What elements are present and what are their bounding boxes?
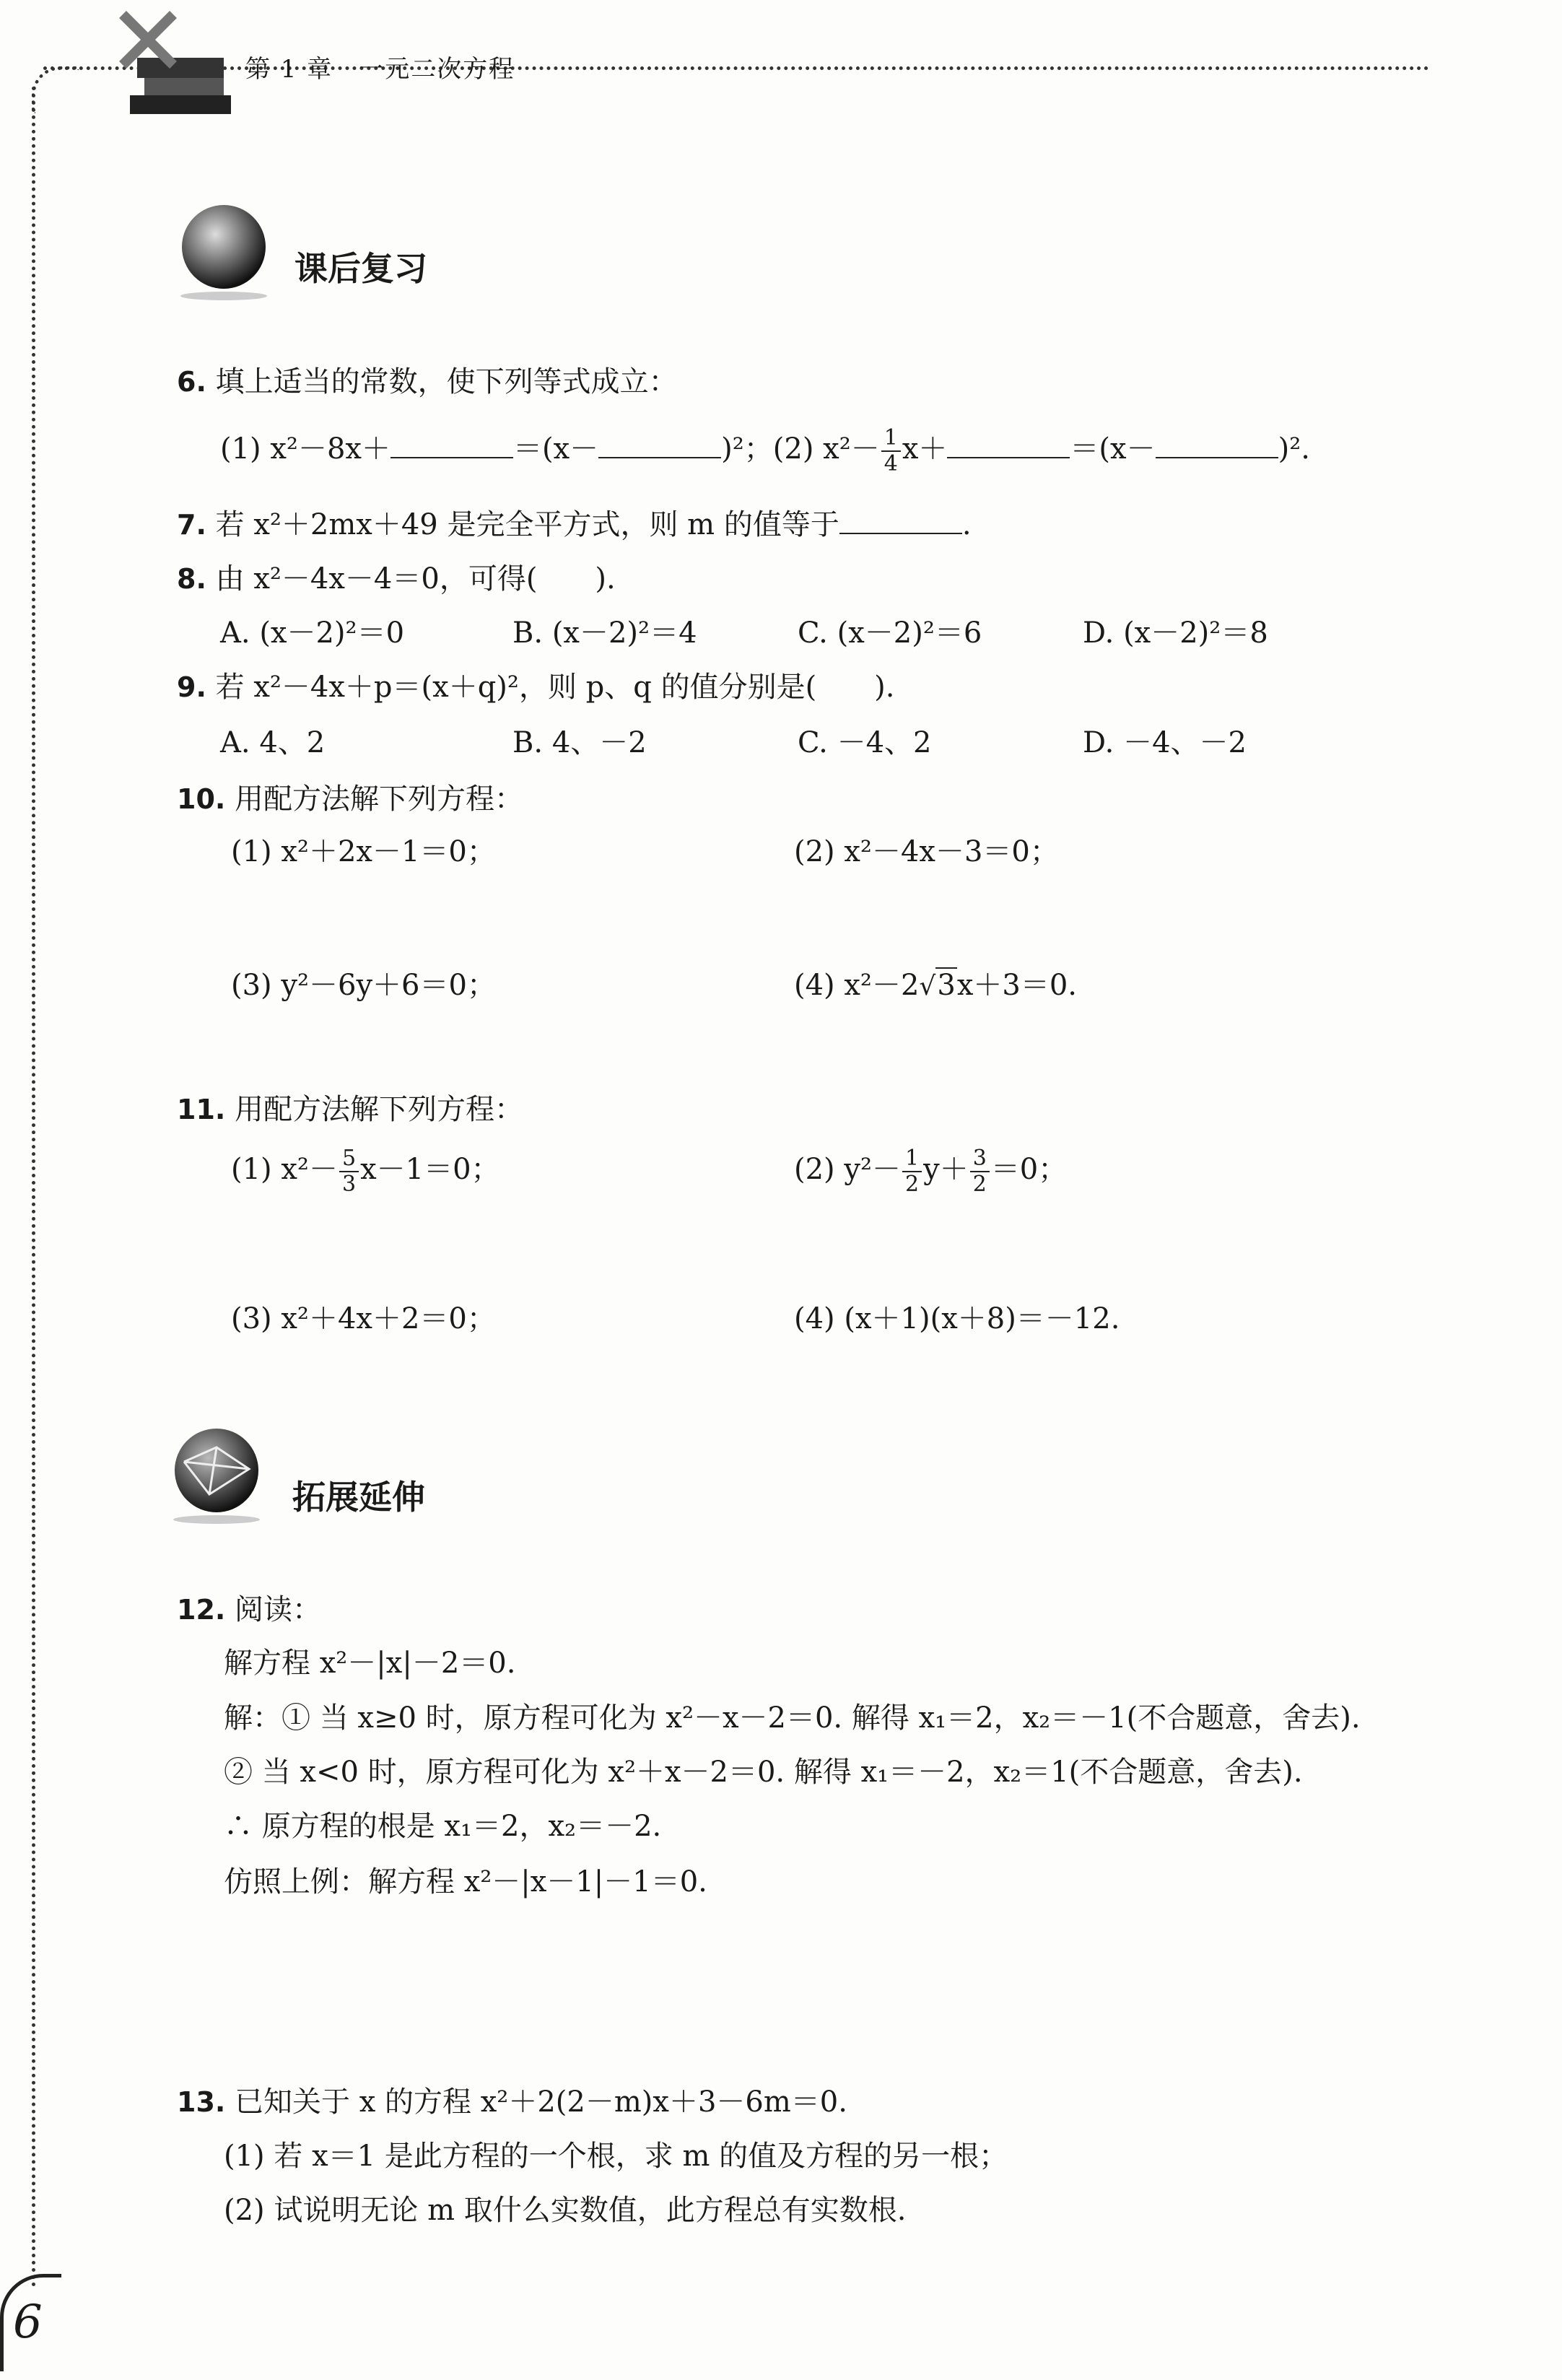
option-c[interactable]: C. －4、2 (798, 726, 932, 759)
eq-part: )². (1278, 432, 1310, 466)
question-number: 13. (177, 2086, 226, 2118)
sub-question-2: (2) 试说明无论 m 取什么实数值，此方程总有实数根. (224, 2194, 907, 2227)
sub-question-4 (794, 962, 1077, 1003)
reading-line-3: ② 当 x<0 时，原方程可化为 x²＋x－2＝0. 解得 x₁＝－2，x₂＝1(不合题意，舍去). (224, 1756, 1303, 1789)
fraction: $\frac{1}{4}$ (881, 426, 901, 476)
option-a[interactable]: A. 4、2 (220, 726, 326, 759)
question-text: 若 x²－4x＋p＝(x＋q)²，则 p、q 的值分别是( ). (215, 671, 895, 704)
answer-blank[interactable] (839, 508, 962, 534)
question-text: 由 x²－4x－4＝0，可得( ). (215, 562, 616, 596)
sub-question-3: (3) x²＋4x＋2＝0； (231, 1302, 496, 1335)
eq-part: (4) x²－2 (794, 969, 920, 1002)
answer-blank[interactable] (598, 432, 721, 458)
section-title-extend: 拓展延伸 (292, 1478, 425, 1517)
question-number: 12. (177, 1594, 226, 1626)
eq-part: (1) x²－ (231, 1153, 338, 1186)
question-10 (177, 776, 523, 817)
question-number: 6. (177, 366, 206, 398)
eq-part: x＋ (902, 432, 948, 466)
question-text: 用配方法解下列方程： (235, 783, 524, 816)
eq-part: )²；(2) x²－ (721, 432, 880, 466)
eq-part: x＋3＝0. (956, 969, 1077, 1002)
chapter-title: 第 1 章 一元二次方程 (245, 55, 515, 84)
reading-line-5: 仿照上例：解方程 x²－|x－1|－1＝0. (224, 1865, 707, 1899)
sub-question-2: (2) x²－4x－3＝0； (794, 835, 1059, 868)
question-number: 11. (177, 1094, 226, 1125)
question-11 (177, 1086, 523, 1128)
option-d[interactable]: D. (x－2)²＝8 (1083, 616, 1268, 650)
reading-line-4: ∴ 原方程的根是 x₁＝2，x₂＝－2. (224, 1810, 662, 1843)
answer-blank[interactable] (947, 432, 1070, 458)
eq-part: ＝0； (990, 1153, 1068, 1186)
question-12 (177, 1587, 321, 1628)
question-text: 阅读： (235, 1593, 322, 1626)
option-a[interactable]: A. (x－2)²＝0 (220, 616, 405, 650)
reading-line-2: 解：① 当 x≥0 时，原方程可化为 x²－x－2＝0. 解得 x₁＝2，x₂＝－1(不合题意，舍去). (224, 1701, 1361, 1735)
fraction: $\frac{3}{2}$ (970, 1146, 990, 1197)
sqrt-icon: √ (919, 972, 936, 1001)
reading-line-1: 解方程 x²－|x|－2＝0. (224, 1647, 516, 1680)
question-text: 填上适当的常数，使下列等式成立： (215, 365, 678, 398)
answer-blank[interactable] (390, 432, 513, 458)
sub-question-4: (4) (x＋1)(x＋8)＝－12. (794, 1302, 1120, 1335)
radicand: 3 (937, 969, 956, 1002)
eq-part: (2) y²－ (794, 1153, 902, 1186)
question-number: 9. (177, 671, 206, 703)
sub-question-1 (231, 1146, 500, 1197)
sub-question-1: (1) x²＋2x－1＝0； (231, 835, 496, 868)
eq-part: y＋ (923, 1153, 969, 1186)
question-6-equations (220, 426, 1310, 476)
question-number: 8. (177, 563, 206, 595)
sub-question-1: (1) 若 x＝1 是此方程的一个根，求 m 的值及方程的另一根； (224, 2140, 1008, 2173)
eq-part: ＝(x－ (1070, 432, 1156, 466)
option-c[interactable]: C. (x－2)²＝6 (798, 616, 982, 650)
eq-part: . (961, 508, 972, 541)
question-number: 7. (177, 509, 206, 541)
section-title-review: 课后复习 (294, 249, 427, 288)
eq-part: ＝(x－ (512, 432, 599, 466)
question-text: 若 x²＋2mx＋49 是完全平方式，则 m 的值等于 (215, 508, 839, 541)
fraction: $\frac{1}{2}$ (902, 1146, 922, 1197)
sub-question-2 (794, 1146, 1067, 1197)
answer-blank[interactable] (1156, 432, 1278, 458)
question-13 (177, 2079, 847, 2120)
globe-icon (173, 202, 282, 303)
network-globe-icon (166, 1426, 274, 1527)
question-number: 10. (177, 783, 226, 815)
page-number: 6 (13, 2296, 43, 2349)
eq-part: (1) x²－8x＋ (220, 432, 390, 466)
question-text: 已知关于 x 的方程 x²＋2(2－m)x＋3－6m＝0. (235, 2085, 847, 2119)
eq-part: x－1＝0； (360, 1153, 500, 1186)
option-b[interactable]: B. (x－2)²＝4 (512, 616, 697, 650)
question-7 (177, 502, 972, 543)
question-9 (177, 664, 895, 705)
option-b[interactable]: B. 4、－2 (512, 726, 647, 759)
book-stack-icon (108, 7, 245, 123)
page-border-corner (32, 66, 79, 113)
sub-question-3: (3) y²－6y＋6＝0； (231, 969, 496, 1002)
option-d[interactable]: D. －4、－2 (1083, 726, 1247, 759)
side-dotted-line (32, 87, 35, 2288)
question-text: 用配方法解下列方程： (235, 1093, 524, 1126)
fraction: $\frac{5}{3}$ (339, 1146, 359, 1197)
question-8 (177, 556, 616, 597)
question-6 (177, 359, 678, 400)
